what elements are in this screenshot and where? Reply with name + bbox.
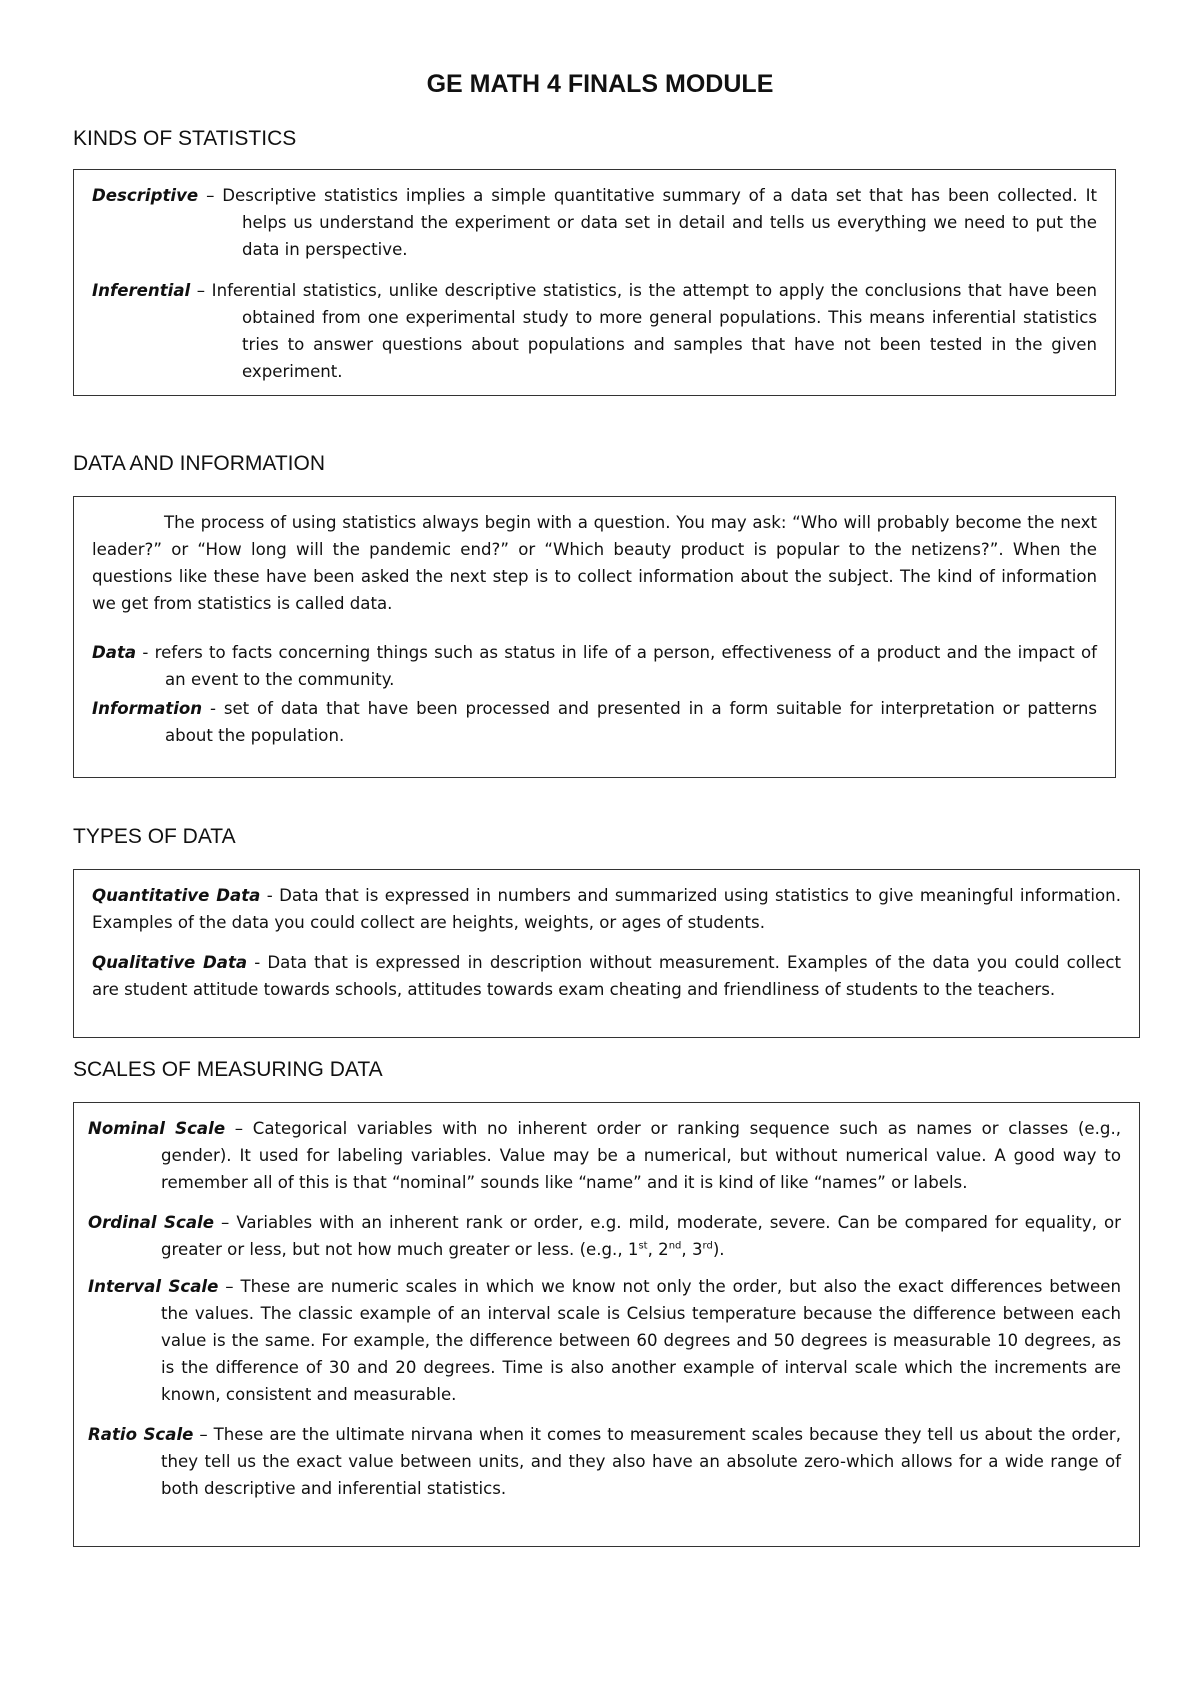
definition-text: These are the ultimate nirvana when it comes to measurement scales because they tell us about the order, they tell us the exact value between units, and they also have an absolute zero-which allows for a wide range of both descriptive and inferential statistics.	[161, 1425, 1122, 1498]
definition-text: Categorical variables with no inherent order or ranking sequence such as names or classes (e.g., gender). It used for labeling variables. Value may be a numerical, but without numerical value. A good way to remember all of this is that “nominal” sounds like “name” and it is kind of like “names” or labels.	[161, 1119, 1122, 1192]
definition-text: set of data that have been processed and presented in a form suitable for interpretation or patterns about the population.	[165, 699, 1097, 745]
separator: -	[136, 643, 155, 662]
separator: ,	[681, 1240, 692, 1259]
section-heading-kinds-of-statistics: KINDS OF STATISTICS	[73, 127, 297, 150]
definition-inferential	[92, 277, 1097, 385]
ordinal-first: 1	[627, 1240, 639, 1259]
definition-descriptive	[92, 182, 1097, 263]
separator: -	[202, 699, 224, 718]
definition-nominal-scale	[88, 1115, 1121, 1196]
definition-data	[92, 639, 1097, 693]
separator: –	[190, 281, 212, 300]
separator: -	[260, 886, 280, 905]
separator: –	[225, 1119, 253, 1138]
data-and-information-box	[73, 496, 1116, 778]
term-ratio-scale: Ratio Scale	[88, 1425, 194, 1444]
definition-ratio-scale	[88, 1421, 1121, 1502]
ordinal-suffix: nd	[668, 1240, 682, 1252]
definition-text: Data that is expressed in description without measurement. Examples of the data you could collect are student attitude towards schools, attitudes towards exam cheating and friendliness of students to the teachers.	[92, 953, 1121, 999]
separator: –	[214, 1213, 237, 1232]
term-ordinal-scale: Ordinal Scale	[88, 1213, 214, 1232]
definition-interval-scale	[88, 1273, 1121, 1408]
term-inferential: Inferential	[92, 281, 191, 300]
types-of-data-box	[73, 869, 1140, 1038]
section-heading-types-of-data: TYPES OF DATA	[73, 825, 236, 848]
ordinal-suffix: rd	[702, 1240, 713, 1252]
section-heading-data-and-information: DATA AND INFORMATION	[73, 452, 326, 475]
definition-text: Data that is expressed in numbers and summarized using statistics to give meaningful information. Examples of the data you could collect are heights, weights, or ages of students.	[92, 886, 1121, 932]
section-heading-scales-of-measuring-data: SCALES OF MEASURING DATA	[73, 1058, 383, 1081]
separator: -	[247, 953, 268, 972]
separator: –	[193, 1425, 214, 1444]
term-descriptive: Descriptive	[92, 186, 199, 205]
term-interval-scale: Interval Scale	[88, 1277, 219, 1296]
definition-ordinal-scale	[88, 1209, 1121, 1263]
ordinal-third: 3	[691, 1240, 703, 1259]
definition-text: Variables with an inherent rank or order, e.g. mild, moderate, severe. Can be compared for equality, or greater or less, but not how much greater or less. (e.g.,	[161, 1213, 1121, 1259]
closing-punctuation: ).	[712, 1240, 725, 1259]
term-qualitative-data: Qualitative Data	[92, 953, 248, 972]
term-quantitative-data: Quantitative Data	[92, 886, 261, 905]
definition-text: Descriptive statistics implies a simple quantitative summary of a data set that has been collected. It helps us understand the experiment or data set in detail and tells us everything we need to put the data in perspective.	[222, 186, 1097, 259]
definition-text: refers to facts concerning things such as status in life of a person, effectiveness of a product and the impact of an event to the community.	[154, 643, 1097, 689]
separator: –	[198, 186, 223, 205]
separator: –	[218, 1277, 241, 1296]
definition-text: These are numeric scales in which we know not only the order, but also the exact differences between the values. The classic example of an interval scale is Celsius temperature because the difference between each value is the same. For example, the difference between 60 degrees and 50 degrees is measurable 10 degrees, as is the difference of 30 and 20 degrees. Time is also another example of interval scale which the increments are known, consistent and measurable.	[161, 1277, 1121, 1404]
definition-qualitative-data	[92, 949, 1121, 1003]
term-data: Data	[92, 643, 137, 662]
kinds-of-statistics-box	[73, 169, 1116, 396]
definition-information	[92, 695, 1097, 749]
page-title: GE MATH 4 FINALS MODULE	[426, 70, 774, 98]
intro-paragraph: The process of using statistics always begin with a question. You may ask: “Who will probably become the next leader?” or “How long will the pandemic end?” or “Which beauty product is popular to the netizens?”. When the questions like these have been asked the next step is to collect information about the subject. The kind of information we get from statistics is called data.	[92, 513, 1097, 613]
definition-quantitative-data	[92, 882, 1121, 936]
scales-of-measuring-data-box	[73, 1102, 1140, 1547]
term-information: Information	[92, 699, 203, 718]
term-nominal-scale: Nominal Scale	[88, 1119, 226, 1138]
ordinal-second: 2	[658, 1240, 669, 1259]
ordinal-suffix: st	[638, 1240, 648, 1252]
separator: ,	[647, 1240, 659, 1259]
definition-text: Inferential statistics, unlike descriptive statistics, is the attempt to apply the conclusions that have been obtained from one experimental study to more general populations. This means inferential statistics tries to answer questions about populations and samples that have not been tested in the given experiment.	[211, 281, 1097, 381]
